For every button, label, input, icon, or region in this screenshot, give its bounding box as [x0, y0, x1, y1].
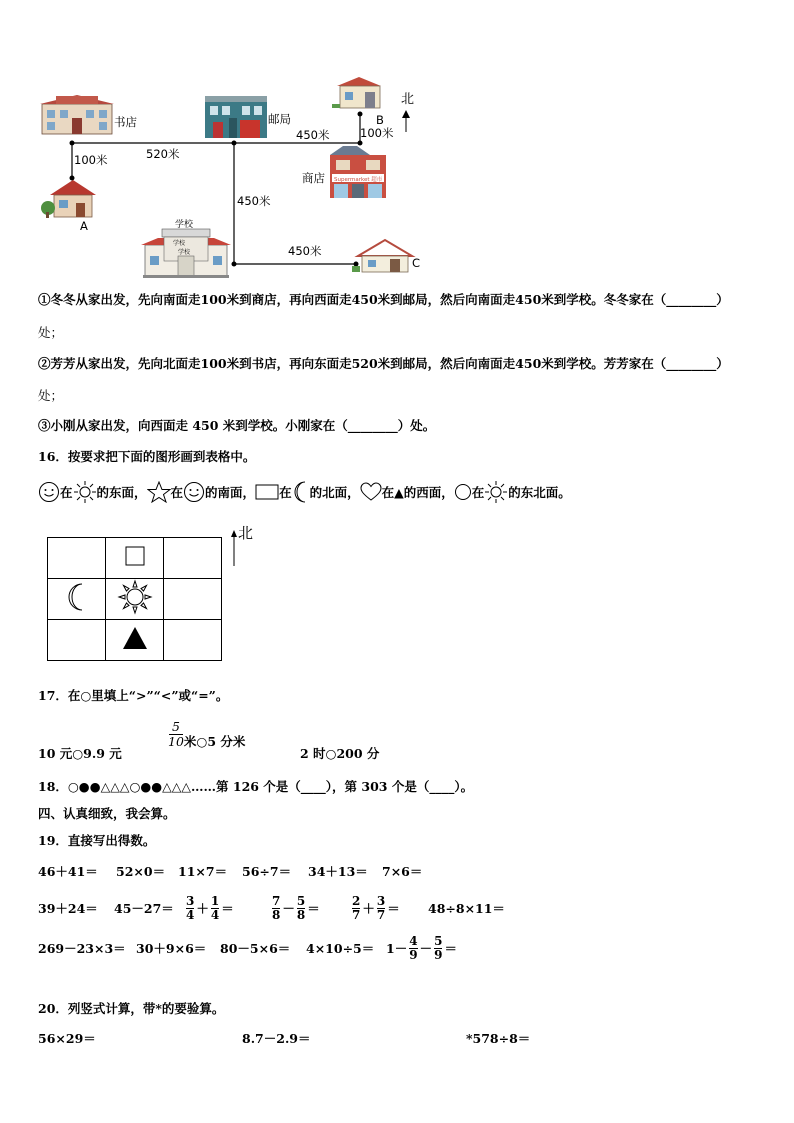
- house-c-icon: [352, 240, 412, 272]
- q17-b-numerator: 5: [171, 719, 180, 734]
- post-office-building-icon: [205, 96, 267, 138]
- q16-seg3: 在: [170, 485, 184, 500]
- distance-bookstore-post: 520米: [146, 147, 180, 161]
- section4-title: 四、认真细致，我会算。: [38, 806, 176, 821]
- q17-c: 2 时○200 分: [300, 746, 380, 761]
- school-door-text: 学校: [178, 249, 191, 256]
- smiley-icon-2: [183, 481, 205, 503]
- grid-cell[interactable]: [164, 538, 222, 579]
- q19-frac4: 1－ $\frac{4}{9}$ － $\frac{5}{9}$ ＝: [386, 933, 457, 962]
- grid-cell[interactable]: [48, 579, 106, 620]
- sun-icon-grid: [117, 579, 153, 615]
- supermarket-sign-text: Supermarket 超市: [334, 177, 383, 183]
- q16-seg7: 在▲的西面，: [381, 485, 454, 500]
- heart-icon: [360, 482, 382, 502]
- q19-frac3: $\frac{2}{7}$ ＋ $\frac{3}{7}$ ＝: [352, 893, 400, 922]
- grid-cell[interactable]: [164, 620, 222, 661]
- distance-post-shop: 450米: [296, 128, 330, 142]
- square-icon: [125, 546, 145, 566]
- sun-icon-2: [484, 480, 508, 504]
- grid-cell[interactable]: [106, 538, 164, 579]
- q15-item3: ③小刚从家出发，向西面走 450 米到学校。小刚家在（________）处。: [38, 418, 436, 433]
- q19-title: 19．直接写出得数。: [38, 833, 156, 848]
- q15-item2-end: 处；: [38, 388, 64, 403]
- q16-seg4: 的南面，: [205, 485, 256, 500]
- shape-grid: [47, 537, 222, 661]
- distance-post-school: 450米: [237, 194, 271, 208]
- circle-icon: [454, 483, 472, 501]
- q19-r3-1: 269－23×3＝: [38, 941, 126, 956]
- grid-cell[interactable]: [106, 579, 164, 620]
- q15-item1: ①冬冬从家出发，先向南面走100米到商店，再向西面走450米到邮局，然后向南面走450米到学校。冬冬家在（________）: [38, 292, 729, 307]
- q16-seg8: 在: [471, 485, 485, 500]
- q16-seg1: 在: [60, 485, 73, 500]
- q17-b: [168, 720, 245, 749]
- q16-title: 16．按要求把下面的图形画到表格中。: [38, 449, 256, 464]
- smiley-icon: [38, 481, 60, 503]
- triangle-icon: [121, 625, 149, 651]
- school-sign-text: 学校: [173, 240, 186, 247]
- q19-r1-6: 7×6＝: [382, 864, 423, 879]
- q20-title: 20．列竖式计算，带*的要验算。: [38, 1001, 225, 1016]
- post-office-label: 邮局: [268, 112, 291, 126]
- q15-item2: ②芳芳从家出发，先向北面走100米到书店，再向东面走520米到邮局，然后向南面走450米到学校。芳芳家在（________）: [38, 356, 729, 371]
- q19-r2-2: 45－27＝: [114, 901, 174, 916]
- q19-frac2: $\frac{7}{8}$ － $\frac{5}{8}$ ＝: [272, 893, 320, 922]
- point-b-label: B: [376, 113, 384, 127]
- q19-r1-2: 52×0＝: [116, 864, 166, 879]
- q19-r3-4: 4×10÷5＝: [306, 941, 375, 956]
- q19-r1-1: 46＋41＝: [38, 864, 98, 879]
- star-icon: [147, 481, 171, 503]
- q18-text: 18．○●●△△△○●●△△△……第 126 个是（____），第 303 个是（____）。: [38, 779, 474, 794]
- q20-c: *578÷8＝: [466, 1031, 531, 1046]
- q19-row3: [38, 930, 457, 966]
- q19-r2-1: 39＋24＝: [38, 901, 98, 916]
- grid-cell[interactable]: [48, 538, 106, 579]
- bookstore-building-icon: [40, 95, 114, 134]
- grid-cell[interactable]: [106, 620, 164, 661]
- q19-row2: [38, 890, 505, 926]
- moon-icon-grid: [66, 582, 88, 612]
- q16-seg2: 的东面，: [96, 485, 147, 500]
- q19-row1: [38, 862, 422, 880]
- q15-item1-end: 处；: [38, 325, 64, 340]
- q19-frac1: $\frac{3}{4}$ ＋ $\frac{1}{4}$ ＝: [186, 893, 234, 922]
- shop-building-icon: [330, 146, 386, 198]
- q16-seg6: 的北面，: [309, 485, 360, 500]
- q16-seg9: 的东北面。: [508, 485, 571, 500]
- shop-label: 商店: [302, 171, 325, 185]
- q19-r1-5: 34＋13＝: [308, 864, 368, 879]
- house-a-icon: [41, 180, 96, 218]
- house-b-icon: [332, 77, 381, 108]
- grid-cell[interactable]: [164, 579, 222, 620]
- map-diagram: [0, 0, 794, 285]
- q19-r2-last: 48÷8×11＝: [428, 901, 505, 916]
- q20-a: 56×29＝: [38, 1031, 96, 1046]
- point-c-label: C: [412, 256, 421, 270]
- q20-b: 8.7－2.9＝: [242, 1031, 311, 1046]
- point-a-label: A: [80, 219, 88, 233]
- q19-r3-2: 30＋9×6＝: [136, 941, 207, 956]
- grid-cell[interactable]: [48, 620, 106, 661]
- q19-r1-4: 56÷7＝: [242, 864, 292, 879]
- distance-school-c: 450米: [288, 244, 322, 258]
- q17-b-rest: 米○5 分米: [183, 734, 246, 749]
- distance-shop-b: 100米: [360, 126, 394, 140]
- north-label-grid: 北: [238, 524, 254, 542]
- north-label-map: 北: [401, 92, 415, 107]
- bookstore-label: 书店: [114, 115, 137, 129]
- distance-bookstore-a: 100米: [74, 153, 108, 167]
- school-label: 学校: [175, 220, 194, 230]
- q17-b-denominator: 10: [168, 734, 184, 749]
- q16-instructions: [38, 480, 571, 504]
- moon-icon: [292, 480, 310, 504]
- sun-icon: [73, 480, 97, 504]
- q17-a: 10 元○9.9 元: [38, 746, 122, 761]
- q19-r1-3: 11×7＝: [178, 864, 228, 879]
- q16-seg5: 在: [279, 485, 292, 500]
- q19-r3-3: 80－5×6＝: [220, 941, 291, 956]
- q17-title: 17．在○里填上“>”“<”或“=”。: [38, 688, 229, 703]
- rectangle-icon: [255, 484, 279, 500]
